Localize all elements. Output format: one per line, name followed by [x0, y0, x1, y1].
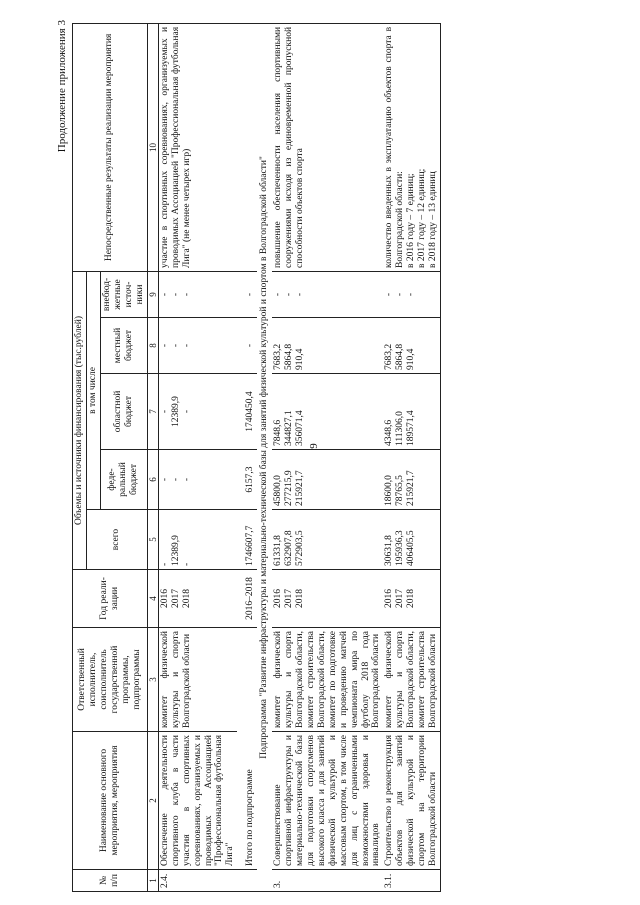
table-row: [383, 23, 440, 891]
result-item: в 2017 году – 12 единиц;: [417, 168, 428, 268]
table-row: [158, 23, 237, 891]
total-local: -: [237, 318, 257, 374]
total-years: 2016–2018: [237, 570, 257, 628]
subprogram-title: Подпрограмма "Развитие инфраструктуры и материально-технической базы для занятий физической культурой и спортом в Волгоградской области": [257, 23, 272, 891]
row-executor: комитет физической культуры и спорта Волгоградской области: [158, 628, 237, 732]
row-federal: 45800,0 277215,9 215921,7: [272, 450, 383, 510]
row-name: Совершенствование спортивной инфраструктуры и материально-технической базы для подготовки спортсменов высокого класса и для занятий физической культурой и массовым спортом, в том числе для лиц с ограниченными возможностями здоровья и инвалидов: [272, 732, 383, 870]
row-name: Строительство и реконструкция объектов для занятий физической культурой и спортом на территории Волгоградской области: [383, 732, 440, 870]
row-result: [383, 23, 440, 271]
col-number: 3: [147, 628, 158, 732]
header-result: Непосредственные результаты реализации мероприятия: [73, 23, 148, 271]
row-local: 7683,2 5864,8 910,4: [383, 318, 440, 374]
total-extra: -: [237, 271, 257, 317]
total-federal: 6157,3: [237, 450, 257, 510]
row-number: 2.4.: [158, 870, 237, 892]
continuation-note: Продолжение приложения 3: [56, 20, 68, 153]
row-regional: 4348,6 111306,0 189571,4: [383, 374, 440, 450]
header-no: № п/п: [73, 870, 148, 892]
table-row: [272, 23, 383, 891]
result-text: количество введенных в эксплуатацию объектов спорта в Волгоградской области:: [384, 26, 406, 268]
col-number: 8: [147, 318, 158, 374]
total-regional: 1740450,4: [237, 374, 257, 450]
col-number: 9: [147, 271, 158, 317]
header-local: местный бюджет: [100, 318, 147, 374]
col-number: 10: [147, 23, 158, 271]
row-local: 7683,2 5864,8 910,4: [272, 318, 383, 374]
header-incl: в том числе: [86, 271, 100, 509]
row-regional: - 12389,9 -: [158, 374, 237, 450]
total-row: [237, 23, 257, 891]
row-years: 2016 2017 2018: [383, 570, 440, 628]
row-result: участие в спортивных соревнованиях, организуемых и проводимых Ассоциацией "Профессиональная футбольная Лига" (не менее четырех игр): [158, 23, 237, 271]
total-total: 1746607,7: [237, 510, 257, 570]
row-extra: - - -: [158, 271, 237, 317]
row-extra: - - -: [383, 271, 440, 317]
row-federal: 18600,0 78765,5 215921,7: [383, 450, 440, 510]
row-regional: 7848,6 344827,1 356071,4: [272, 374, 383, 450]
row-number: 3.1.: [383, 870, 440, 892]
col-number: 2: [147, 732, 158, 870]
col-number: 4: [147, 570, 158, 628]
row-total: 30631,8 195936,3 406405,5: [383, 510, 440, 570]
header-year: Год реали-зации: [73, 570, 148, 628]
row-total: - 12389,9 -: [158, 510, 237, 570]
page-number: 9: [307, 443, 320, 449]
header-federal: феде-ральный бюджет: [100, 450, 147, 510]
result-item: в 2018 году – 13 единиц: [428, 171, 439, 268]
row-local: - - -: [158, 318, 237, 374]
rotated-page: [56, 12, 580, 892]
header-name: Наименование основного мероприятия, мероприятия: [73, 732, 148, 870]
subprogram-row: [257, 23, 272, 891]
header-regional: областной бюджет: [100, 374, 147, 450]
row-federal: - - -: [158, 450, 237, 510]
row-total: 61331,8 632907,8 572903,5: [272, 510, 383, 570]
col-number: 5: [147, 510, 158, 570]
col-number: 1: [147, 870, 158, 892]
result-item: в 2016 году – 7 единиц;: [406, 173, 417, 268]
row-extra: - - -: [272, 271, 383, 317]
row-name: Обеспечение деятельности спортивного клуба в части участия в спортивных соревнованиях, организуемых и проводимых Ассоциацией "Профессиональная футбольная Лига": [158, 732, 237, 870]
row-result: повышение обеспеченности населения спортивными сооружениями исходя из единовременной пропускной способности объектов спорта: [272, 23, 383, 271]
header-extra: внебюд-жетные источ-ники: [100, 271, 147, 317]
col-number: 7: [147, 374, 158, 450]
row-executor: комитет физической культуры и спорта Волгоградской области, комитет строительства Волгоградской области: [383, 628, 440, 732]
header-funding: Объемы и источники финансирования (тыс.рублей): [73, 271, 87, 569]
row-years: 2016 2017 2018: [158, 570, 237, 628]
program-table: [72, 23, 441, 892]
header-executor: Ответственный исполнитель, соисполнитель государственной программы, подпрограммы: [73, 628, 148, 732]
col-number: 6: [147, 450, 158, 510]
row-number: 3.: [272, 870, 383, 892]
total-label: Итого по подпрограмме: [237, 628, 257, 870]
header-total: всего: [86, 510, 147, 570]
row-executor: комитет физической культуры и спорта Волгоградской области, комитет строительства Волгоградской области, комитет по подготовке и проведению матчей чемпионата мира по футболу 2018 года Волгоградской области: [272, 628, 383, 732]
row-years: 2016 2017 2018: [272, 570, 383, 628]
